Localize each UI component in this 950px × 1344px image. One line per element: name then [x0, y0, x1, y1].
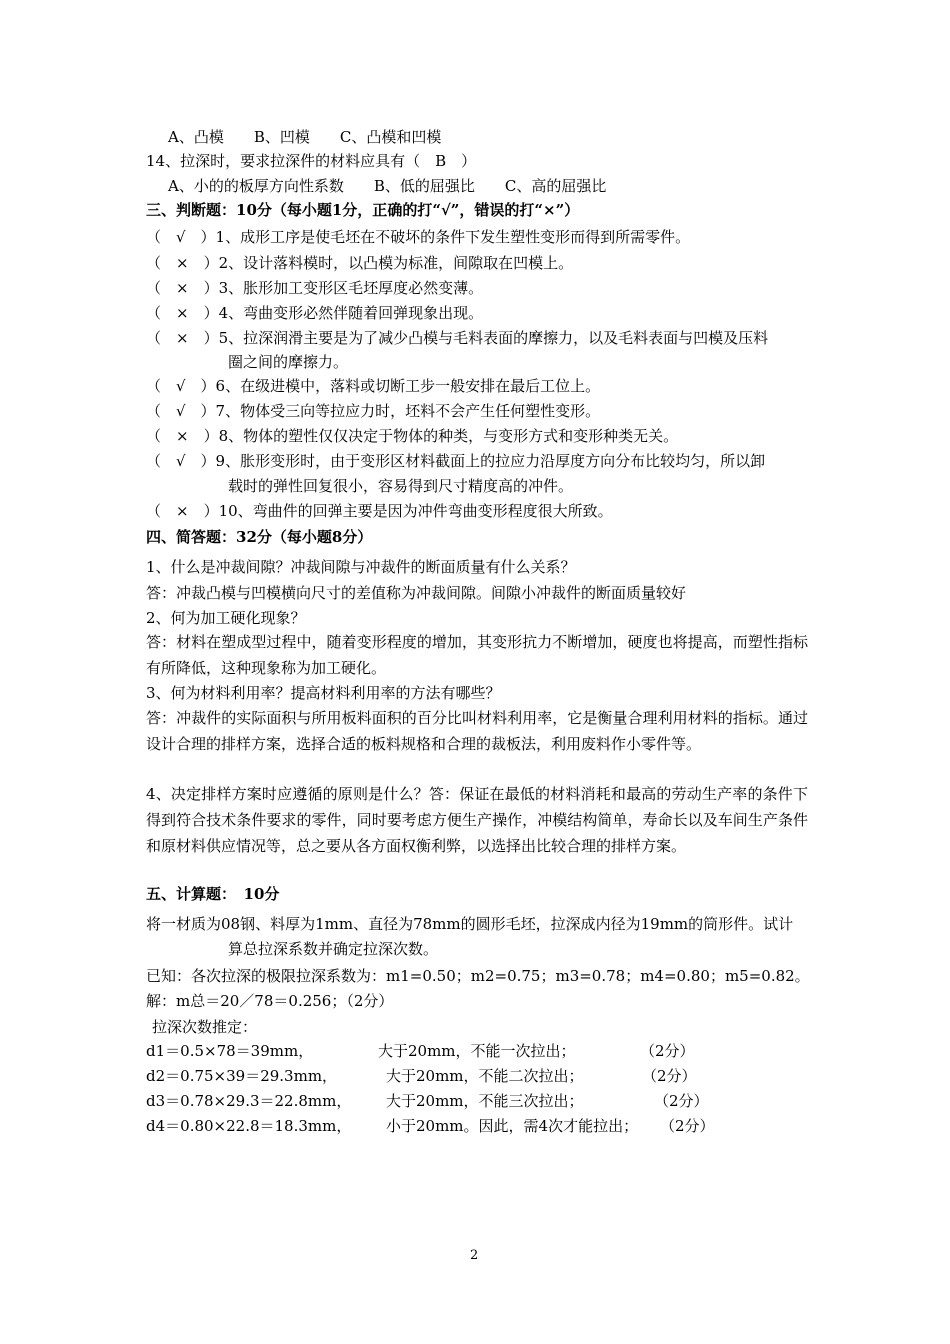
- section5-title: 五、计算题： 10分: [146, 885, 280, 903]
- short-a2: 答：材料在塑成型过程中，随着变形程度的增加，其变形抗力不断增加，硬度也将提高，而塑性指标有所降低，这种现象称为加工硬化。: [146, 633, 808, 677]
- judge-item-6: （ √ ）6、在级进模中，落料或切断工步一般安排在最后工位上。: [146, 377, 601, 395]
- short-a3: 答：冲裁件的实际面积与所用板料面积的百分比叫材料利用率，它是衡量合理利用材料的指标。通过设计合理的排样方案，选择合适的板料规格和合理的裁板法，利用废料作小零件等。: [146, 709, 808, 753]
- judge-item-3: （ × ）3、胀形加工变形区毛坯厚度必然变薄。: [146, 279, 484, 297]
- judge-item-5: （ × ）5、拉深润滑主要是为了减少凸模与毛料表面的摩擦力，以及毛料表面与凹模及压料: [146, 329, 769, 347]
- short-q2: 2、何为加工硬化现象？: [146, 609, 306, 627]
- step-2-result: 大于20mm，不能二次拉出；: [386, 1067, 584, 1085]
- section4-title: 四、简答题：32分（每小题8分）: [146, 528, 373, 546]
- step-1-result: 大于20mm，不能一次拉出；: [378, 1042, 576, 1060]
- judge-item-4: （ × ）4、弯曲变形必然伴随着回弹现象出现。: [146, 304, 484, 322]
- judge-item-1: （ √ ）1、成形工序是使毛坯在不破坏的条件下发生塑性变形而得到所需零件。: [146, 228, 691, 246]
- q14-question: 14、拉深时，要求拉深件的材料应具有（ B ）: [146, 152, 477, 170]
- judge-item-2: （ × ）2、设计落料模时，以凸模为标准，间隙取在凹模上。: [146, 254, 574, 272]
- step-3-score: （2分）: [654, 1092, 709, 1110]
- calc-given: 已知：各次拉深的极限拉深系数为：m1=0.50；m2=0.75；m3=0.78；m4=0.80；m5=0.82。: [146, 967, 810, 985]
- step-4-result: 小于20mm。因此，需4次才能拉出；: [386, 1117, 639, 1135]
- calc-problem-line2: 算总拉深系数并确定拉深次数。: [228, 940, 439, 958]
- step-3-calc: d3＝0.78×29.3＝22.8mm，: [146, 1092, 352, 1110]
- step-2-calc: d2＝0.75×39＝29.3mm，: [146, 1067, 338, 1085]
- q14-options: A、小的的板厚方向性系数 B、低的屈强比 C、高的屈强比: [168, 177, 607, 195]
- judge-item-8: （ × ）8、物体的塑性仅仅决定于物体的种类，与变形方式和变形种类无关。: [146, 427, 679, 445]
- calc-steps-title: 拉深次数推定：: [152, 1018, 258, 1036]
- q13-options: A、凸模 B、凹模 C、凸模和凹模: [168, 128, 442, 146]
- judge-item-7: （ √ ）7、物体受三向等拉应力时，坯料不会产生任何塑性变形。: [146, 402, 601, 420]
- judge-item-9-cont: 载时的弹性回复很小，容易得到尺寸精度高的冲件。: [228, 477, 574, 495]
- short-a1: 答：冲裁凸模与凹模横向尺寸的差值称为冲裁间隙。间隙小冲裁件的断面质量较好: [146, 584, 687, 602]
- step-3-result: 大于20mm，不能三次拉出；: [386, 1092, 584, 1110]
- section3-title: 三、判断题：10分（每小题1分，正确的打“√”，错误的打“×”）: [146, 201, 580, 219]
- step-4-score: （2分）: [660, 1117, 715, 1135]
- step-1-calc: d1＝0.5×78＝39mm，: [146, 1042, 314, 1060]
- short-q1: 1、什么是冲裁间隙？冲裁间隙与冲裁件的断面质量有什么关系？: [146, 558, 576, 576]
- calc-solution: 解：m总＝20／78＝0.256；（2分）: [146, 992, 394, 1010]
- step-1-score: （2分）: [640, 1042, 695, 1060]
- judge-item-10: （ × ）10、弯曲件的回弹主要是因为冲件弯曲变形程度很大所致。: [146, 502, 613, 520]
- page-number: 2: [470, 1248, 479, 1263]
- step-2-score: （2分）: [642, 1067, 697, 1085]
- judge-item-5-cont: 圈之间的摩擦力。: [228, 353, 349, 371]
- judge-item-9: （ √ ）9、胀形变形时，由于变形区材料截面上的拉应力沿厚度方向分布比较均匀，所以卸: [146, 452, 766, 470]
- step-4-calc: d4＝0.80×22.8＝18.3mm，: [146, 1117, 352, 1135]
- calc-problem-line1: 将一材质为08钢、料厚为1mm、直径为78mm的圆形毛坯，拉深成内径为19mm的筒形件。试计: [146, 915, 794, 933]
- short-q4-a4: 4、决定排样方案时应遵循的原则是什么？答：保证在最低的材料消耗和最高的劳动生产率的条件下得到符合技术条件要求的零件，同时要考虑方便生产操作，冲模结构简单，寿命长以及车间生产条件和原材料供应情况等，总之要从各方面权衡利弊，以选择出比较合理的排样方案。: [146, 785, 808, 855]
- short-q3: 3、何为材料利用率？提高材料利用率的方法有哪些？: [146, 684, 501, 702]
